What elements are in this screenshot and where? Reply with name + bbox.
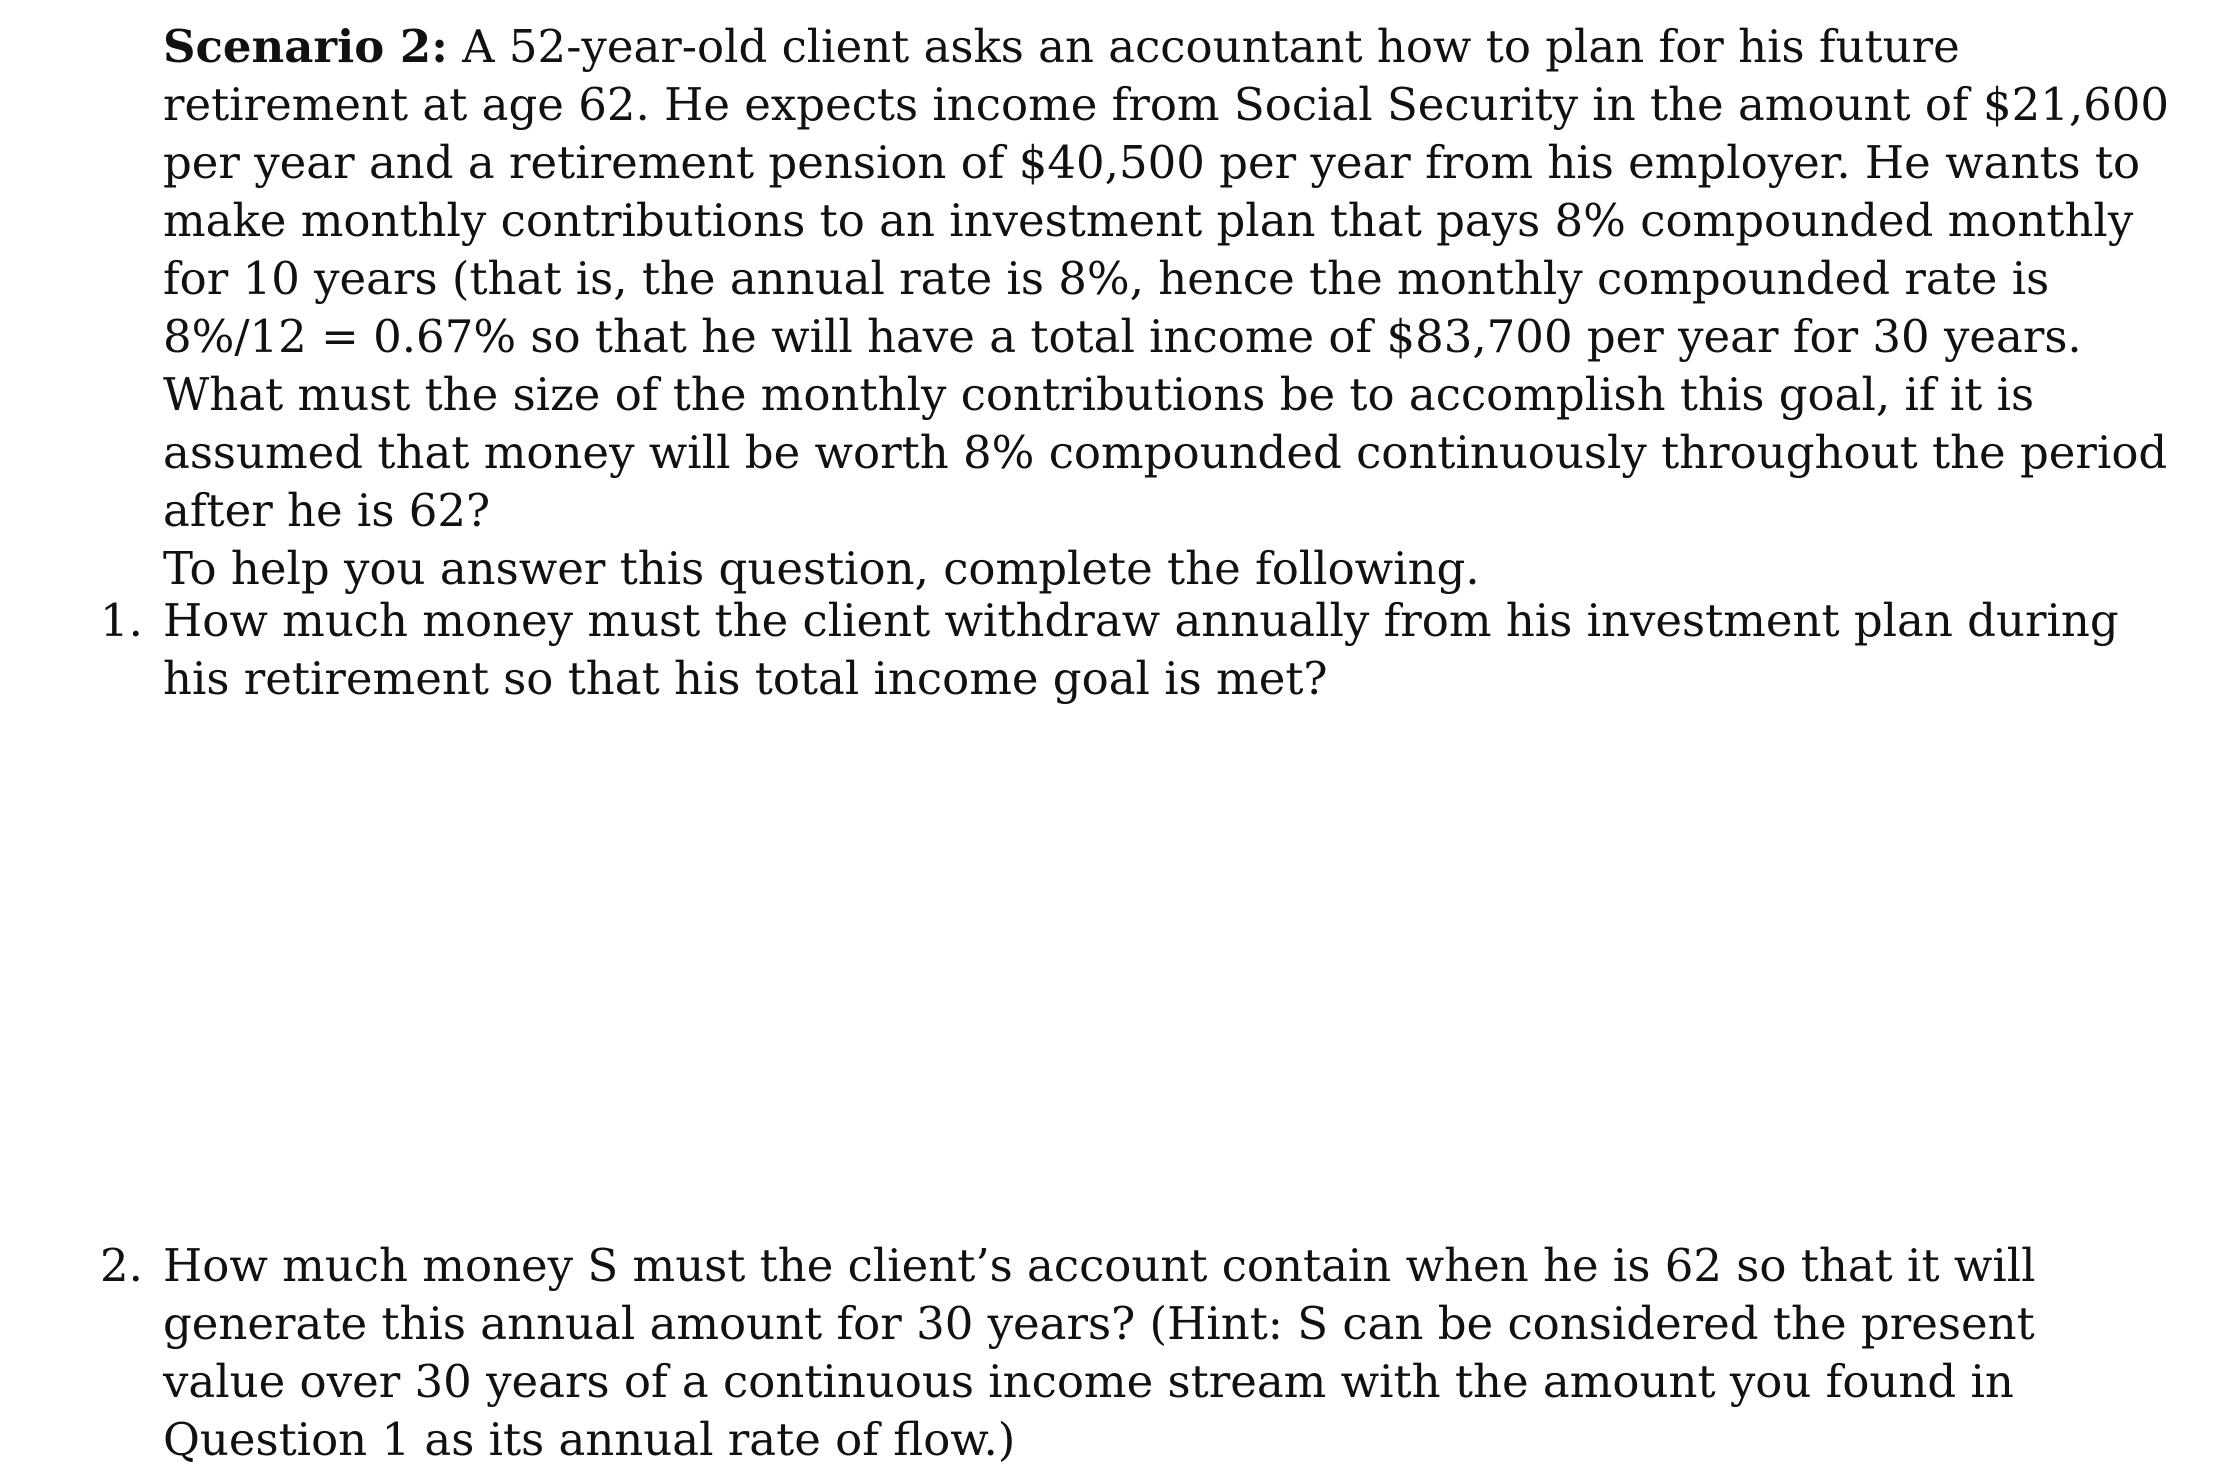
scenario-text: A 52-year-old client asks an accountant how to plan for his future retirement at age 62. He expects income from Social Security in the amount of $21,600 per year and a retirement pension of $40,500 per year from his employer. He wants to make monthly contributions to an investment plan that pays 8% compounded monthly for 10 years (that is, the annual rate is 8%, hence the monthly compounded rate is 8%/12 = 0.67% so that he will have a total income of $83,700 per year for 30 years. What must the size of the monthly contributions be to accomplish this goal, if it is assumed that money will be worth 8% compounded continuously throughout the period after he is 62? (163, 20, 2170, 537)
question-1-number: 1. (100, 594, 143, 647)
scenario-label: Scenario 2: (163, 20, 448, 73)
question-1 (100, 592, 2160, 708)
question-2 (100, 1237, 2160, 1469)
question-2-text: How much money S must the client’s account contain when he is 62 so that it will generate this annual amount for 30 years? (Hint: S can be considered the present value over 30 years of a continuous income stream with the amount you found in Question 1 as its annual rate of flow.) (163, 1239, 2036, 1466)
scenario-paragraph (163, 18, 2173, 598)
helper-text: To help you answer this question, complete the following. (163, 542, 1480, 595)
question-2-number: 2. (100, 1239, 143, 1292)
question-1-text: How much money must the client withdraw annually from his investment plan during his retirement so that his total income goal is met? (163, 594, 2119, 705)
